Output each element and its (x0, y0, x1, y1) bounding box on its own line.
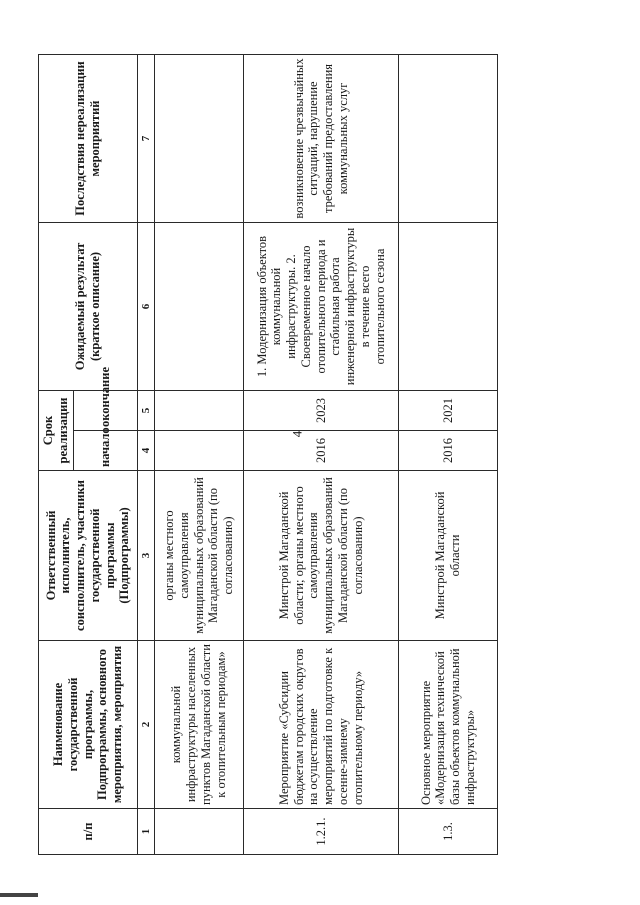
header-responsible: Ответственный исполнитель, соисполнитель, участники государственной программы (Подпрограммы) (39, 471, 138, 641)
header-end: окончание (74, 390, 138, 430)
row-end: 2021 (399, 390, 498, 430)
column-number: 7 (137, 54, 154, 222)
row-result (155, 222, 243, 390)
header-start: начало (74, 431, 138, 471)
column-number: 3 (137, 471, 154, 641)
header-consequences: Последствия нереализации мероприятий (39, 54, 138, 222)
row-responsible: органы местного самоуправления муниципальных образований Магаданской области (по согласованию) (155, 471, 243, 641)
column-number: 1 (137, 809, 154, 855)
scan-mark (0, 893, 38, 897)
row-start (155, 431, 243, 471)
row-responsible: Минстрой Магаданской области (399, 471, 498, 641)
row-num: 1.3. (399, 809, 498, 855)
header-term: Срок реализации (39, 390, 74, 470)
table-row (243, 54, 399, 854)
header-result: Ожидаемый результат (краткое описание) (39, 222, 138, 390)
row-consequences: возникновение чрезвычайных ситуаций, нарушение требований предоставления коммунальных услуг (243, 54, 399, 222)
program-table (38, 54, 498, 855)
page-number: 4 (289, 430, 305, 438)
row-name: Основное мероприятие «Модернизация технической базы объектов коммунальной инфраструктуры» (399, 641, 498, 809)
column-number: 2 (137, 641, 154, 809)
header-num: п/п (39, 809, 138, 855)
row-num (155, 809, 243, 855)
row-responsible: Минстрой Магаданской области; органы местного самоуправления муниципальных образований Магаданской области (по согласованию) (243, 471, 399, 641)
row-result (399, 222, 498, 390)
row-end (155, 390, 243, 430)
table-row (155, 54, 243, 854)
row-consequences (155, 54, 243, 222)
row-name: коммунальной инфраструктуры населенных пунктов Магаданской области к отопительным периодам» (155, 641, 243, 809)
row-end: 2023 (243, 390, 399, 430)
row-start: 2016 (243, 431, 399, 471)
row-consequences (399, 54, 498, 222)
table-row (399, 54, 498, 854)
column-number: 5 (137, 390, 154, 430)
rotated-table-wrapper (38, 55, 498, 855)
row-result: 1. Модернизация объектов коммунальной инфраструктуры. 2. Своевременное начало отопительного периода и стабильная работа инженерной инфраструктуры в течение всего отопительного сезона (243, 222, 399, 390)
row-start: 2016 (399, 431, 498, 471)
row-name: Мероприятие «Субсидии бюджетам городских округов на осуществление мероприятий по подготовке к осенне-зимнему отопительному периоду» (243, 641, 399, 809)
row-num: 1.2.1. (243, 809, 399, 855)
column-number: 4 (137, 431, 154, 471)
header-name: Наименование государственной программы, Подпрограммы, основного мероприятия, мероприятия (39, 641, 138, 809)
column-number: 6 (137, 222, 154, 390)
